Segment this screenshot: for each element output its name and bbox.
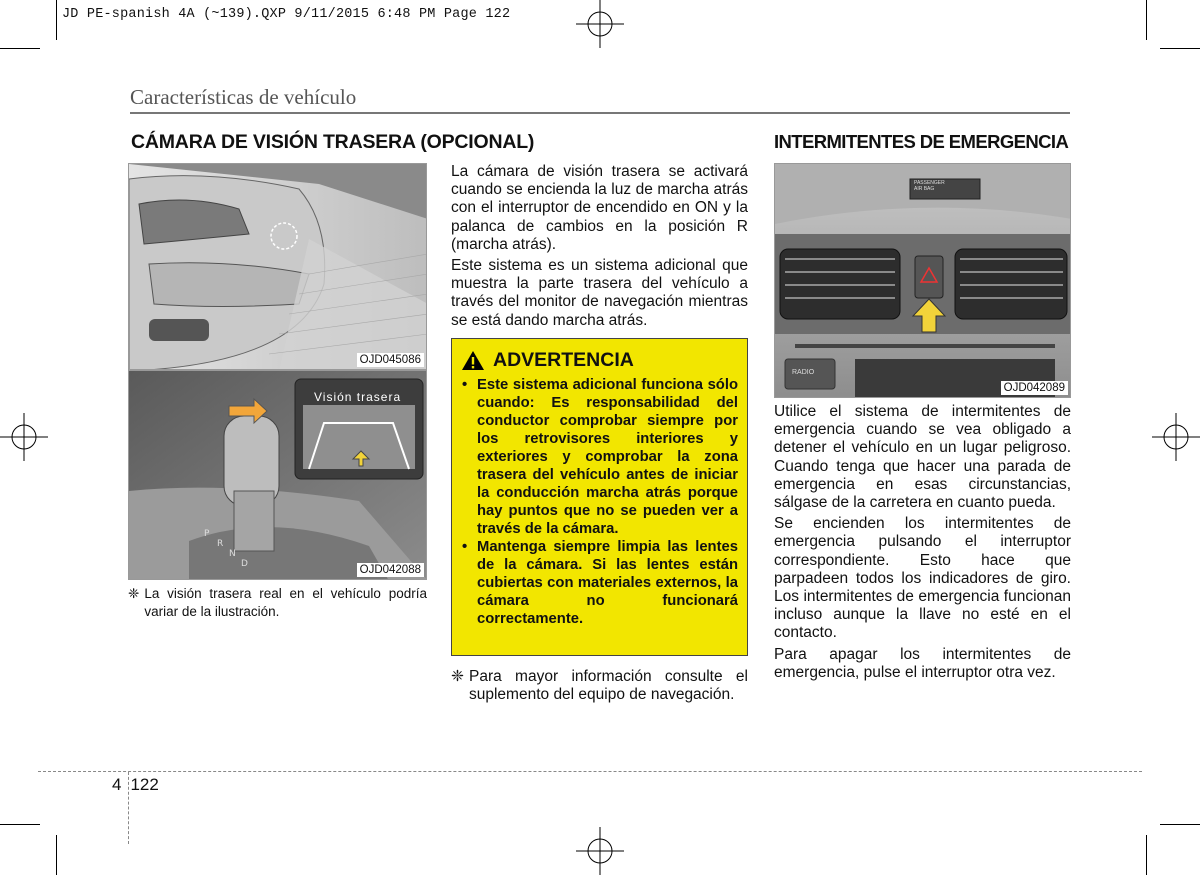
registration-mark-left [0,413,48,461]
registration-mark-right [1152,413,1200,461]
image-caption [128,585,427,621]
shifter-image [128,370,427,580]
paragraph: Para apagar los intermitentes de emergencia, pulse el interruptor otra vez. [774,645,1071,681]
svg-text:R: R [217,539,224,549]
registration-mark-bottom [576,827,624,875]
warning-item: • Este sistema adicional funciona sólo cuando: Es responsabilidad del conductor comprobar siempre por los retrovisores interiores y exteriores y comprobar la zona trasera del vehículo antes de iniciar la conducción marcha atrás porque hay puntos que no se pueden ver a través de la cámara. [461,376,738,538]
airbag-label: AIR BAG [914,186,935,192]
camera-description [451,163,748,333]
image-code-2: OJD042088 [357,563,424,577]
hazard-switch-image [774,163,1071,398]
paragraph: Se encienden los intermitentes de emergencia pulsando el interruptor correspondiente. Esto hace que parpadeen todos los indicadores de giro. Los intermitentes de emergencia funcionan incluso aunque la llave no esté en el contacto. [774,515,1071,642]
note-text: Para mayor información consulte el suplemento del equipo de navegación. [469,668,748,704]
page-number [112,775,159,795]
warning-triangle-icon [461,350,485,371]
image-code-3: OJD042089 [1001,381,1068,395]
radio-label: RADIO [792,369,815,376]
paragraph: Este sistema es un sistema adicional que muestra la parte trasera del vehículo a través del monitor de navegación mientras se está dando marcha atrás. [451,257,748,329]
hazard-description [774,403,1071,685]
registration-mark-top [576,0,624,48]
caption-text: La visión trasera real en el vehículo podría variar de la ilustración. [144,586,427,619]
chapter-number: 4 [112,775,122,794]
svg-text:N: N [229,549,236,559]
svg-text:P: P [204,529,210,539]
paragraph: Utilice el sistema de intermitentes de emergencia cuando se vea obligado a detener el vehículo en un lugar peligroso. Cuando tenga que hacer una parada de emergencia en esas circunstancias, sálgase de la carretera en cuanto pueda. [774,403,1071,512]
section-header: Características de vehículo [130,85,357,109]
svg-text:D: D [241,559,248,569]
navigation-note [451,668,748,704]
footer-rule [38,771,1142,772]
rear-car-image [128,163,427,370]
warning-title: ADVERTENCIA [493,349,634,371]
warning-header [461,349,738,372]
note-symbol: ❈ [451,668,464,685]
paragraph: La cámara de visión trasera se activará cuando se encienda la luz de marcha atrás con el interruptor de encendido en ON y la palanca de cambios en la posición R (marcha atrás). [451,163,748,253]
warning-item: • Mantenga siempre limpia las lentes de la cámara. Si las lentes están cubiertas con materiales externos, la cámara no funcionará correctamente. [461,538,738,628]
image-code-1: OJD045086 [357,353,424,367]
page-number-value: 122 [130,775,159,794]
hazard-lights-title: INTERMITENTES DE EMERGENCIA [774,131,1069,152]
header-rule [130,112,1070,114]
warning-box [451,338,748,656]
screen-label: Visión trasera [314,390,402,404]
print-slug: JD PE-spanish 4A (~139).QXP 9/11/2015 6:48 PM Page 122 [62,7,511,22]
rear-camera-title: CÁMARA DE VISIÓN TRASERA (OPCIONAL) [131,131,535,153]
passenger-label: PASSENGER [914,180,945,186]
warning-list [461,376,738,628]
note-symbol: ❈ [128,586,140,601]
